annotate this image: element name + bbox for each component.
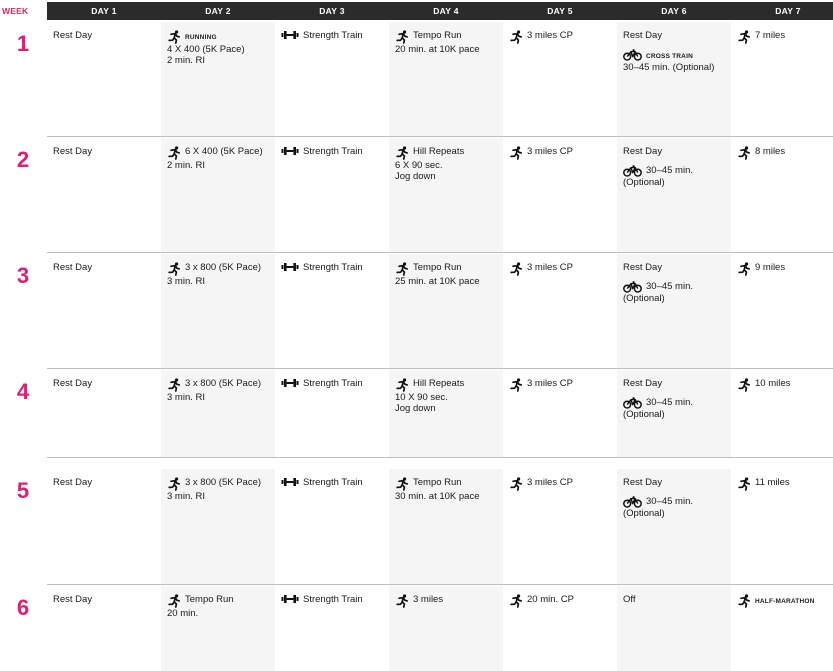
bike-icon: [623, 397, 642, 409]
workout-cell: [509, 146, 615, 160]
workout-label: Tempo Run: [413, 262, 462, 273]
workout-cell: [281, 30, 387, 41]
workout-label: 3 miles: [413, 594, 444, 605]
workout-details: [167, 392, 273, 403]
runner-icon: [509, 30, 523, 44]
workout-line: [509, 30, 615, 44]
workout-cell: [53, 262, 159, 273]
workout-detail: 2 min. RI: [167, 160, 206, 171]
workout-label: 3 miles CP: [527, 378, 573, 389]
week-number-5: 5: [16, 478, 30, 503]
workout-cell: [737, 262, 833, 276]
workout-line: [53, 262, 159, 273]
workout-line: [737, 477, 833, 491]
bike-icon: [623, 281, 642, 293]
workout-cell: [623, 594, 729, 605]
workout-label: Hill Repeats: [413, 146, 465, 157]
workout-label: 3 miles CP: [527, 146, 573, 157]
workout-detail: 30 min. at 10K pace: [395, 491, 480, 502]
workout-line: [167, 262, 273, 276]
workout-line: [53, 594, 159, 605]
workout-label: Strength Train: [303, 594, 363, 605]
workout-line: [281, 477, 387, 488]
runner-icon: [509, 146, 523, 160]
workout-line: [53, 30, 159, 41]
workout-line: [395, 594, 501, 608]
bike-icon: [623, 49, 642, 61]
workout-line: [167, 477, 273, 491]
line-gap: [623, 157, 729, 165]
workout-line: [395, 378, 501, 392]
workout-details: [623, 293, 729, 304]
workout-cell: [395, 262, 501, 287]
workout-line: [281, 262, 387, 273]
workout-line: [737, 378, 833, 392]
workout-line: [623, 49, 729, 62]
runner-icon: [737, 378, 751, 392]
workout-line: [623, 496, 729, 508]
workout-cell: [509, 594, 615, 608]
workout-label: Strength Train: [303, 477, 363, 488]
runner-icon: [737, 477, 751, 491]
runner-icon: [737, 262, 751, 276]
workout-cell: [737, 594, 833, 608]
runner-icon: [167, 477, 181, 491]
workout-cell: [167, 146, 273, 171]
workout-cell: [623, 262, 729, 304]
workout-label: 3 miles CP: [527, 262, 573, 273]
workout-line: [623, 165, 729, 177]
workout-details: [395, 276, 501, 287]
workout-line: [737, 262, 833, 276]
runner-icon: [395, 594, 409, 608]
workout-cell: [737, 146, 833, 160]
workout-cell: [281, 594, 387, 605]
workout-label: Tempo Run: [413, 30, 462, 41]
workout-detail: (Optional): [623, 409, 665, 420]
workout-line: [167, 378, 273, 392]
runner-icon: [509, 378, 523, 392]
workout-label: 8 miles: [755, 146, 786, 157]
workout-cell: [395, 477, 501, 502]
workout-cell: [395, 146, 501, 182]
workout-cell: [623, 30, 729, 73]
workout-line: [395, 146, 501, 160]
workout-detail: 2 min. RI: [167, 55, 206, 66]
workout-cell: [737, 30, 833, 44]
dumbbell-icon: [281, 594, 299, 604]
workout-label: Strength Train: [303, 262, 363, 273]
workout-label: 3 miles CP: [527, 477, 573, 488]
workout-label: 20 min. CP: [527, 594, 574, 605]
day-header-2: DAY 2: [205, 6, 231, 16]
workout-cell: [395, 30, 501, 55]
workout-cell: [53, 378, 159, 389]
week-number-3: 3: [16, 263, 30, 288]
workout-label: CROSS TRAIN: [646, 53, 693, 60]
workout-detail: (Optional): [623, 177, 665, 188]
workout-label: 30–45 min.: [646, 281, 694, 292]
workout-cell: [737, 378, 833, 392]
runner-icon: [509, 477, 523, 491]
workout-line: [53, 378, 159, 389]
workout-cell: [623, 378, 729, 420]
workout-label: 30–45 min.: [646, 165, 694, 176]
workout-label: Strength Train: [303, 146, 363, 157]
workout-label: RUNNING: [185, 34, 217, 41]
workout-cell: [53, 477, 159, 488]
runner-icon: [509, 262, 523, 276]
workout-details: [167, 160, 273, 171]
workout-line: [623, 281, 729, 293]
workout-label: Rest Day: [53, 30, 93, 41]
workout-label: 3 x 800 (5K Pace): [185, 262, 262, 273]
workout-label: Rest Day: [623, 146, 663, 157]
workout-cell: [623, 146, 729, 188]
workout-line: [53, 146, 159, 157]
week-column-header: WEEK: [2, 6, 29, 16]
workout-line: [395, 262, 501, 276]
workout-label: Strength Train: [303, 378, 363, 389]
dumbbell-icon: [281, 378, 299, 388]
workout-line: [167, 146, 273, 160]
workout-detail: 4 X 400 (5K Pace): [167, 44, 245, 55]
workout-line: [623, 262, 729, 273]
workout-line: [281, 378, 387, 389]
day-header-1: DAY 1: [91, 6, 117, 16]
workout-cell: [395, 378, 501, 414]
day-header-5: DAY 5: [547, 6, 573, 16]
dumbbell-icon: [281, 477, 299, 487]
workout-cell: [53, 146, 159, 157]
week-separator: [47, 457, 833, 458]
workout-line: [623, 378, 729, 389]
runner-icon: [167, 146, 181, 160]
workout-line: [281, 146, 387, 157]
workout-detail: Jog down: [395, 171, 436, 182]
dumbbell-icon: [281, 146, 299, 156]
workout-details: [395, 491, 501, 502]
workout-cell: [53, 30, 159, 41]
workout-cell: [53, 594, 159, 605]
runner-icon: [167, 262, 181, 276]
dumbbell-icon: [281, 262, 299, 272]
workout-detail: 25 min. at 10K pace: [395, 276, 480, 287]
workout-details: [167, 608, 273, 619]
runner-icon: [509, 594, 523, 608]
day-header-4: DAY 4: [433, 6, 459, 16]
workout-label: 9 miles: [755, 262, 786, 273]
workout-line: [737, 594, 833, 608]
week-number-6: 6: [16, 595, 30, 620]
workout-label: Rest Day: [623, 262, 663, 273]
workout-cell: [737, 477, 833, 491]
workout-label: Rest Day: [53, 146, 93, 157]
workout-line: [395, 477, 501, 491]
workout-line: [281, 30, 387, 41]
line-gap: [623, 488, 729, 496]
line-gap: [623, 273, 729, 281]
workout-line: [509, 378, 615, 392]
week-number-1: 1: [16, 31, 30, 56]
workout-cell: [509, 262, 615, 276]
day-header-7: DAY 7: [775, 6, 801, 16]
workout-details: [395, 44, 501, 55]
week-number-4: 4: [16, 379, 30, 404]
workout-label: Tempo Run: [413, 477, 462, 488]
workout-line: [623, 397, 729, 409]
workout-label: 30–45 min.: [646, 397, 694, 408]
runner-icon: [395, 146, 409, 160]
workout-cell: [281, 146, 387, 157]
workout-details: [395, 160, 501, 182]
workout-label: Rest Day: [623, 378, 663, 389]
runner-icon: [395, 378, 409, 392]
workout-details: [623, 62, 729, 73]
workout-label: 11 miles: [755, 477, 790, 488]
line-gap: [623, 389, 729, 397]
workout-line: [737, 146, 833, 160]
workout-details: [167, 44, 273, 66]
week-separator: [47, 136, 833, 137]
workout-label: Tempo Run: [185, 594, 234, 605]
runner-icon: [167, 378, 181, 392]
workout-line: [623, 146, 729, 157]
runner-icon: [167, 30, 181, 44]
workout-label: Rest Day: [53, 594, 93, 605]
workout-label: Strength Train: [303, 30, 363, 41]
dumbbell-icon: [281, 30, 299, 40]
workout-line: [623, 594, 729, 605]
workout-detail: 3 min. RI: [167, 392, 206, 403]
workout-label: Rest Day: [53, 477, 93, 488]
workout-details: [623, 409, 729, 420]
week-separator: [47, 252, 833, 253]
workout-detail: 20 min.: [167, 608, 199, 619]
workout-line: [53, 477, 159, 488]
workout-detail: (Optional): [623, 293, 665, 304]
workout-label: 3 x 800 (5K Pace): [185, 378, 262, 389]
workout-cell: [167, 378, 273, 403]
workout-cell: [623, 477, 729, 519]
workout-cell: [509, 477, 615, 491]
workout-cell: [167, 30, 273, 66]
workout-label: 6 X 400 (5K Pace): [185, 146, 263, 157]
workout-detail: 20 min. at 10K pace: [395, 44, 480, 55]
workout-details: [623, 508, 729, 519]
workout-cell: [281, 477, 387, 488]
workout-label: 7 miles: [755, 30, 786, 41]
runner-icon: [395, 477, 409, 491]
workout-cell: [281, 378, 387, 389]
workout-label: Rest Day: [53, 378, 93, 389]
workout-detail: (Optional): [623, 508, 665, 519]
workout-line: [167, 594, 273, 608]
workout-line: [167, 30, 273, 44]
workout-label: 3 x 800 (5K Pace): [185, 477, 262, 488]
line-gap: [623, 41, 729, 49]
workout-details: [167, 276, 273, 287]
workout-cell: [167, 477, 273, 502]
week-separator: [47, 584, 833, 585]
workout-line: [509, 477, 615, 491]
workout-line: [737, 30, 833, 44]
workout-label: Rest Day: [623, 30, 663, 41]
workout-line: [509, 594, 615, 608]
workout-label: 3 miles CP: [527, 30, 573, 41]
workout-details: [623, 177, 729, 188]
workout-label: Rest Day: [53, 262, 93, 273]
workout-details: [167, 491, 273, 502]
workout-cell: [395, 594, 501, 608]
workout-label: HALF-MARATHON: [755, 598, 815, 605]
workout-line: [395, 30, 501, 44]
runner-icon: [737, 30, 751, 44]
workout-label: 30–45 min.: [646, 496, 694, 507]
workout-details: [395, 392, 501, 414]
bike-icon: [623, 496, 642, 508]
workout-detail: Jog down: [395, 403, 436, 414]
runner-icon: [395, 30, 409, 44]
workout-label: 10 miles: [755, 378, 791, 389]
day-header-3: DAY 3: [319, 6, 345, 16]
week-separator: [47, 368, 833, 369]
workout-cell: [509, 378, 615, 392]
workout-detail: 30–45 min. (Optional): [623, 62, 715, 73]
workout-line: [509, 146, 615, 160]
workout-cell: [167, 594, 273, 619]
workout-cell: [167, 262, 273, 287]
workout-line: [281, 594, 387, 605]
workout-detail: 3 min. RI: [167, 491, 206, 502]
week-number-2: 2: [16, 147, 30, 172]
workout-cell: [281, 262, 387, 273]
workout-cell: [509, 30, 615, 44]
day-header-6: DAY 6: [661, 6, 687, 16]
workout-line: [623, 477, 729, 488]
workout-line: [509, 262, 615, 276]
workout-line: [623, 30, 729, 41]
workout-detail: 3 min. RI: [167, 276, 206, 287]
runner-icon: [395, 262, 409, 276]
runner-icon: [167, 594, 181, 608]
workout-detail: 6 X 90 sec.: [395, 160, 443, 171]
runner-icon: [737, 146, 751, 160]
workout-label: Hill Repeats: [413, 378, 465, 389]
workout-label: Off: [623, 594, 636, 605]
runner-icon: [737, 594, 751, 608]
bike-icon: [623, 165, 642, 177]
workout-label: Rest Day: [623, 477, 663, 488]
workout-detail: 10 X 90 sec.: [395, 392, 448, 403]
